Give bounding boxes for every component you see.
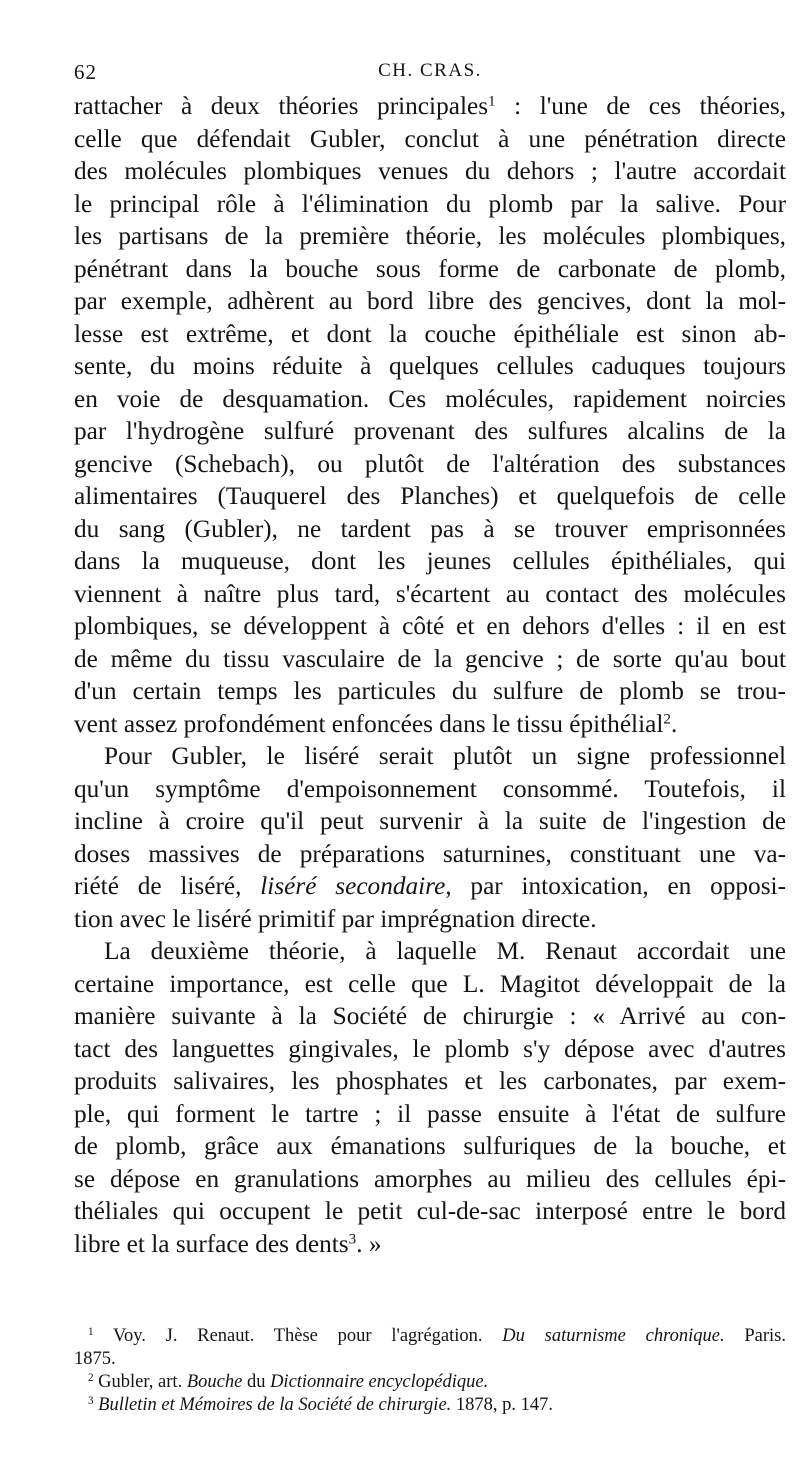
text-line [74,805,786,838]
text-line [74,188,786,221]
line-text: ple, qui forment le tartre ; il passe ensuite à l'état de sulfure [74,1099,786,1128]
text-line [74,350,786,383]
line-text: d'un certain temps les particules du sulfure de plomb se trou- [74,677,786,705]
text-line [74,968,786,1001]
footnote-text: du [242,1372,271,1392]
footnote-text: Paris. [724,1326,786,1346]
line-text: lesse est extrême, et dont la couche épithéliale est sinon ab- [74,319,786,348]
body-text [74,90,786,1260]
line-text: sente, du moins réduite à quelques cellules caduques toujours [74,352,786,380]
text-line [74,1098,786,1131]
text-line [74,610,786,643]
line-text: rattacher à deux théories principales [74,92,489,120]
text-line [74,1163,786,1196]
footnote-ref: 1 [488,92,496,110]
text-line [74,1130,786,1163]
text-line [74,838,786,871]
text-line [74,448,786,481]
text-line [74,578,786,611]
text-line [74,1033,786,1066]
text-line [74,773,786,806]
text-line [74,903,786,936]
footnote-mark: 1 [88,1325,94,1338]
footnote-italic: Bulletin et Mémoires de la Société de chirurgie. [98,1395,452,1415]
text-line [74,123,786,156]
line-text: en voie de desquamation. Ces molécules, rapidement noircies [74,384,786,413]
line-text: vent assez profondément enfoncées dans le tissu épithélial [74,709,664,738]
footnote-mark: 3 [88,1394,94,1407]
line-text: dans la muqueuse, dont les jeunes cellules épithéliales, qui [74,547,786,575]
text-line [74,415,786,448]
footnote-text: Voy. J. Renaut. Thèse pour l'agrégation. [93,1326,503,1346]
italic-text: liséré secondaire, [260,872,452,900]
line-text: La deuxième théorie, à laquelle M. Renaut accordait une [104,937,786,965]
line-text: qu'un symptôme d'empoisonnement consommé. Toutefois, il [74,774,786,803]
text-line [74,155,786,188]
line-text: riété de liséré, [74,872,261,900]
line-text: de même du tissu vasculaire de la gencive ; de sorte qu'au bout [74,644,786,673]
footnote-text: 1878, p. 147. [451,1395,554,1415]
text-line [74,708,786,741]
page-header [74,60,786,86]
line-text: plombiques, se développent à côté et en dehors d'elles : il en est [74,612,786,640]
line-text: alimentaires (Tauquerel des Planches) et quelquefois de celle [74,482,786,510]
text-line [74,545,786,578]
line-text: celle que défendait Gubler, conclut à une pénétration directe [74,124,786,153]
footnote-text: 1875. [74,1349,116,1369]
line-text: par l'hydrogène sulfuré provenant des sulfures alcalins de la [74,417,786,445]
footnote-italic: Du saturnisme chronique. [502,1326,725,1346]
line-text: se dépose en granulations amorphes au milieu des cellules épi- [74,1164,786,1193]
footnote-mark: 2 [88,1371,94,1384]
text-line [74,935,786,968]
text-line [74,643,786,676]
line-text: tion avec le liséré primitif par imprégnation directe. [74,904,597,933]
line-text: de plomb, grâce aux émanations sulfuriques de la bouche, et [74,1132,786,1160]
text-line [74,870,786,903]
footnote-italic: Dictionnaire encyclopédique. [270,1372,489,1392]
line-text: gencive (Schebach), ou plutôt de l'altération des substances [74,449,786,478]
line-text: : l'une de ces théories, [495,92,786,120]
line-text: viennent à naître plus tard, s'écartent au contact des molécules [74,579,786,608]
text-line [74,1228,786,1261]
text-line [74,513,786,546]
line-text: les partisans de la première théorie, les molécules plombiques, [74,222,786,250]
footnote-ref: 2 [663,710,671,728]
text-line [74,480,786,513]
running-head: CH. CRAS. [378,60,482,81]
text-line [74,90,786,123]
line-text: . [670,709,678,738]
line-text: certaine importance, est celle que L. Magitot développait de la [74,969,786,998]
footnote [74,1371,786,1394]
text-line [74,675,786,708]
line-text: produits salivaires, les phosphates et les carbonates, par exem- [74,1067,786,1095]
line-text: doses massives de préparations saturnines, constituant une va- [74,839,786,868]
line-text: théliales qui occupent le petit cul-de-sac interposé entre le bord [74,1197,786,1225]
line-text: des molécules plombiques venues du dehors ; l'autre accordait [74,157,786,185]
line-text: tact des languettes gingivales, le plomb s'y dépose avec d'autres [74,1034,786,1063]
text-line [74,318,786,351]
text-line [74,285,786,318]
line-text: le principal rôle à l'élimination du plomb par la salive. Pour [74,189,786,218]
footnote [74,1325,786,1348]
line-text: Pour Gubler, le liséré serait plutôt un signe professionnel [104,742,786,770]
text-line [74,1000,786,1033]
line-text: pénétrant dans la bouche sous forme de carbonate de plomb, [74,254,786,283]
footnotes [74,1325,786,1417]
footnote [74,1348,786,1371]
line-text: manière suivante à la Société de chirurgie : « Arrivé au con- [74,1002,786,1030]
text-line [74,220,786,253]
text-line [74,253,786,286]
line-text: libre et la surface des dents [74,1229,349,1258]
line-text: incline à croire qu'il peut survenir à la suite de l'ingestion de [74,807,786,835]
text-line [74,740,786,773]
line-text: par exemple, adhèrent au bord libre des gencives, dont la mol- [74,287,786,315]
line-text: . » [356,1229,382,1258]
footnote-italic: Bouche [186,1372,243,1392]
page-number: 62 [74,60,97,84]
text-line [74,383,786,416]
line-text: par intoxication, en opposi- [451,872,786,900]
text-line [74,1195,786,1228]
footnote-ref: 3 [348,1230,357,1248]
text-line [74,1065,786,1098]
line-text: du sang (Gubler), ne tardent pas à se trouver emprisonnées [74,514,786,543]
footnote [74,1394,786,1417]
footnote-text: Gubler, art. [93,1372,187,1392]
